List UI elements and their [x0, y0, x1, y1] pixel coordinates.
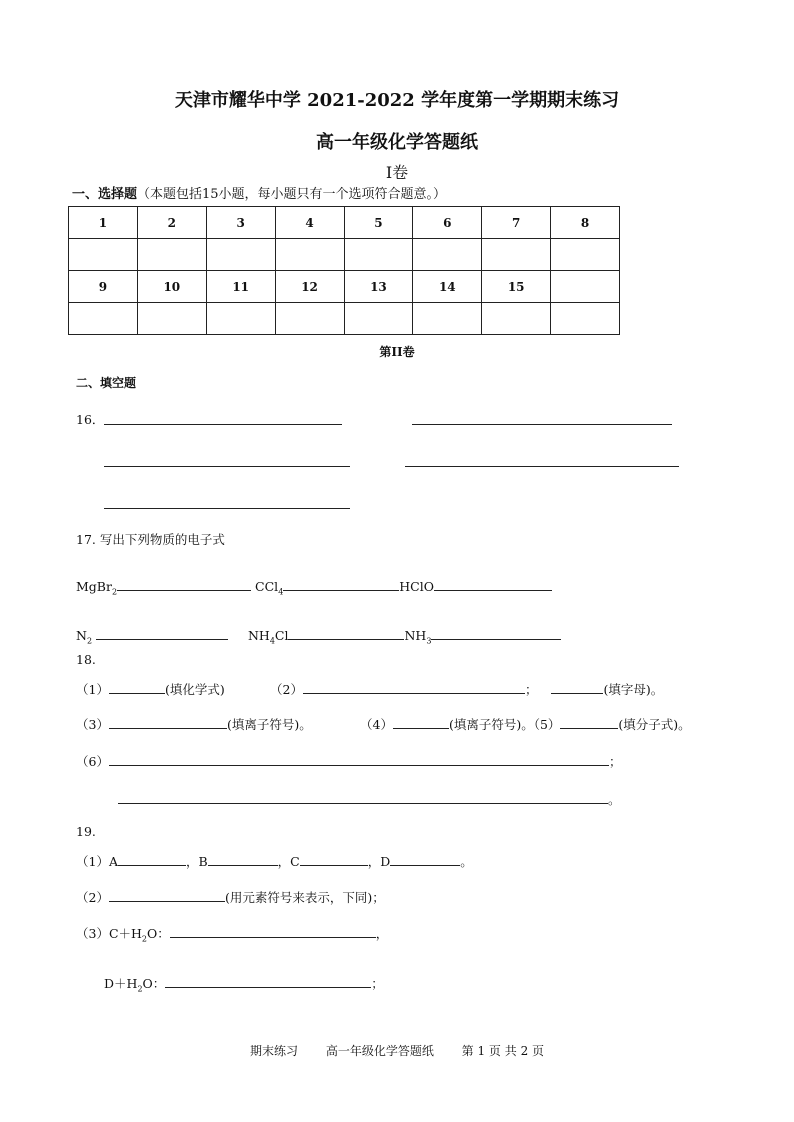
table-cell: 8 — [551, 207, 620, 239]
table-cell: 13 — [344, 271, 413, 303]
answer-blank[interactable] — [300, 853, 368, 866]
table-cell: 1 — [69, 207, 138, 239]
answer-cell[interactable] — [482, 239, 551, 271]
answer-blank[interactable] — [104, 424, 342, 425]
element-label: ，C — [277, 854, 300, 869]
separator: ； — [608, 754, 622, 769]
footer-page: 第 1 页 共 2 页 — [461, 1044, 545, 1058]
answer-cell[interactable] — [344, 239, 413, 271]
answer-cell[interactable] — [69, 239, 138, 271]
question-19-part-3 — [76, 924, 388, 944]
answer-blank[interactable] — [393, 716, 449, 729]
element-label: ，D — [367, 854, 391, 869]
answer-blank[interactable] — [431, 627, 561, 640]
question-19-part-2 — [76, 888, 385, 906]
part-label: （2） — [270, 682, 303, 697]
formula-hclo: HClO — [399, 579, 434, 594]
separator: 。 — [608, 792, 621, 807]
answer-blank[interactable] — [434, 578, 552, 591]
table-cell: 9 — [69, 271, 138, 303]
subscript: 4 — [269, 636, 275, 646]
answer-table-header-row-1 — [69, 207, 620, 239]
answer-cell[interactable] — [482, 303, 551, 335]
formula-text: MgBr — [76, 579, 112, 594]
table-cell: 10 — [137, 271, 206, 303]
answer-cell[interactable] — [206, 239, 275, 271]
part-label: （1） — [76, 854, 109, 869]
section-one-note: （本题包括15小题，每小题只有一个选项符合题意。） — [137, 187, 447, 202]
answer-blank[interactable] — [390, 853, 460, 866]
formula-ccl4 — [255, 579, 284, 597]
answer-blank[interactable] — [109, 889, 225, 902]
answer-cell[interactable] — [137, 303, 206, 335]
answer-blank[interactable] — [405, 466, 679, 467]
hint-text: (用元素符号来表示，下同)； — [224, 890, 385, 905]
question-18-parts-4-5 — [360, 715, 691, 733]
answer-blank[interactable] — [109, 753, 609, 766]
formula-text: NH — [247, 628, 270, 643]
question-19-part-1 — [76, 852, 473, 870]
equation-label: （3）C＋H — [76, 926, 142, 941]
part-label: （2） — [76, 890, 109, 905]
hint-text: (填离子符号)。 — [448, 717, 534, 732]
volume-two-heading: 第II卷 — [379, 345, 415, 359]
equation-label: O： — [142, 976, 166, 991]
formula-nh3 — [404, 628, 432, 646]
answer-cell[interactable] — [275, 303, 344, 335]
subscript: 2 — [86, 636, 93, 646]
part-label: （1） — [76, 682, 109, 697]
section-one-heading — [72, 183, 446, 202]
footer-mid: 高一年级化学答题纸 — [325, 1044, 434, 1058]
hint-text: (填化学式) — [164, 682, 225, 697]
answer-table-answer-row-2 — [69, 303, 620, 335]
answer-cell[interactable] — [275, 239, 344, 271]
volume-one-heading: Ⅰ卷 — [385, 163, 409, 182]
answer-table-header-row-2 — [69, 271, 620, 303]
table-cell: 15 — [482, 271, 551, 303]
table-cell: 7 — [482, 207, 551, 239]
question-18-row-1 — [76, 680, 225, 698]
question-19-number: 19. — [76, 824, 96, 839]
answer-cell[interactable] — [206, 303, 275, 335]
element-label: A — [108, 854, 118, 869]
section-one-label: 一、选择题 — [72, 187, 138, 202]
table-cell: 11 — [206, 271, 275, 303]
formula-text: Cl — [274, 628, 289, 643]
table-cell: 4 — [275, 207, 344, 239]
document-subtitle: 高一年级化学答题纸 — [316, 132, 478, 153]
answer-cell[interactable] — [344, 303, 413, 335]
question-18-part-6 — [76, 752, 621, 770]
separator: ； — [371, 976, 384, 991]
answer-cell[interactable] — [551, 303, 620, 335]
answer-blank[interactable] — [104, 466, 350, 467]
subscript: 4 — [278, 587, 284, 597]
answer-blank[interactable] — [288, 627, 404, 640]
formula-n2 — [76, 628, 93, 646]
answer-cell[interactable] — [137, 239, 206, 271]
question-18-part-6-line-2 — [118, 790, 621, 808]
question-16-number: 16． — [76, 412, 105, 427]
table-cell: 5 — [344, 207, 413, 239]
question-19-part-3-d — [104, 974, 384, 994]
footer-left: 期末练习 — [249, 1044, 298, 1058]
table-cell: 3 — [206, 207, 275, 239]
answer-cell[interactable] — [413, 239, 482, 271]
answer-blank[interactable] — [208, 853, 278, 866]
answer-blank[interactable] — [283, 578, 399, 591]
part-label: （4） — [360, 717, 393, 732]
answer-blank[interactable] — [170, 925, 376, 938]
answer-cell[interactable] — [551, 239, 620, 271]
answer-blank[interactable] — [560, 716, 618, 729]
table-cell: 14 — [413, 271, 482, 303]
part-label: （5） — [533, 717, 561, 732]
subscript: 2 — [111, 587, 118, 597]
table-cell: 2 — [137, 207, 206, 239]
answer-cell[interactable] — [413, 303, 482, 335]
hint-text: (填字母)。 — [603, 682, 664, 697]
answer-blank[interactable] — [109, 716, 227, 729]
answer-blank[interactable] — [551, 681, 603, 694]
part-label: （3） — [76, 717, 109, 732]
table-cell: 12 — [275, 271, 344, 303]
answer-table — [68, 206, 620, 335]
subscript: 3 — [426, 636, 432, 646]
question-18-part-2 — [270, 680, 663, 698]
page-footer — [0, 1042, 794, 1059]
table-cell: 6 — [413, 207, 482, 239]
answer-blank[interactable] — [412, 424, 672, 425]
answer-blank[interactable] — [104, 508, 350, 509]
answer-blank[interactable] — [118, 791, 608, 804]
question-18-row-2 — [76, 715, 312, 733]
answer-blank[interactable] — [118, 853, 186, 866]
answer-blank[interactable] — [109, 681, 165, 694]
table-cell — [551, 271, 620, 303]
question-17-row-2 — [76, 627, 561, 646]
document-title: 天津市耀华中学 2021-2022 学年度第一学期期末练习 — [174, 90, 620, 111]
answer-blank[interactable] — [303, 681, 525, 694]
answer-blank[interactable] — [96, 627, 228, 640]
separator: 。 — [460, 854, 473, 869]
hint-text: (填离子符号)。 — [226, 717, 312, 732]
element-label: ，B — [185, 854, 208, 869]
answer-blank[interactable] — [165, 975, 371, 988]
question-18-number: 18. — [76, 652, 96, 667]
formula-text: CCl — [255, 579, 279, 594]
section-two-heading: 二、填空题 — [76, 376, 137, 390]
formula-text: N — [76, 628, 87, 643]
answer-blank[interactable] — [117, 578, 251, 591]
equation-label: O： — [147, 926, 170, 941]
separator: ， — [375, 926, 389, 941]
subscript: 2 — [141, 934, 148, 944]
hint-text: (填分子式)。 — [618, 717, 691, 732]
answer-cell[interactable] — [69, 303, 138, 335]
question-17-prompt: 17. 写出下列物质的电子式 — [76, 532, 225, 547]
formula-mgbr2 — [76, 579, 118, 597]
separator: ； — [524, 682, 538, 697]
answer-table-answer-row-1 — [69, 239, 620, 271]
question-17-row-1 — [76, 578, 552, 597]
equation-label: D＋H — [104, 976, 138, 991]
formula-nh4cl — [247, 628, 289, 646]
formula-text: NH — [404, 628, 427, 643]
part-label: （6） — [76, 754, 109, 769]
subscript: 2 — [137, 984, 143, 994]
